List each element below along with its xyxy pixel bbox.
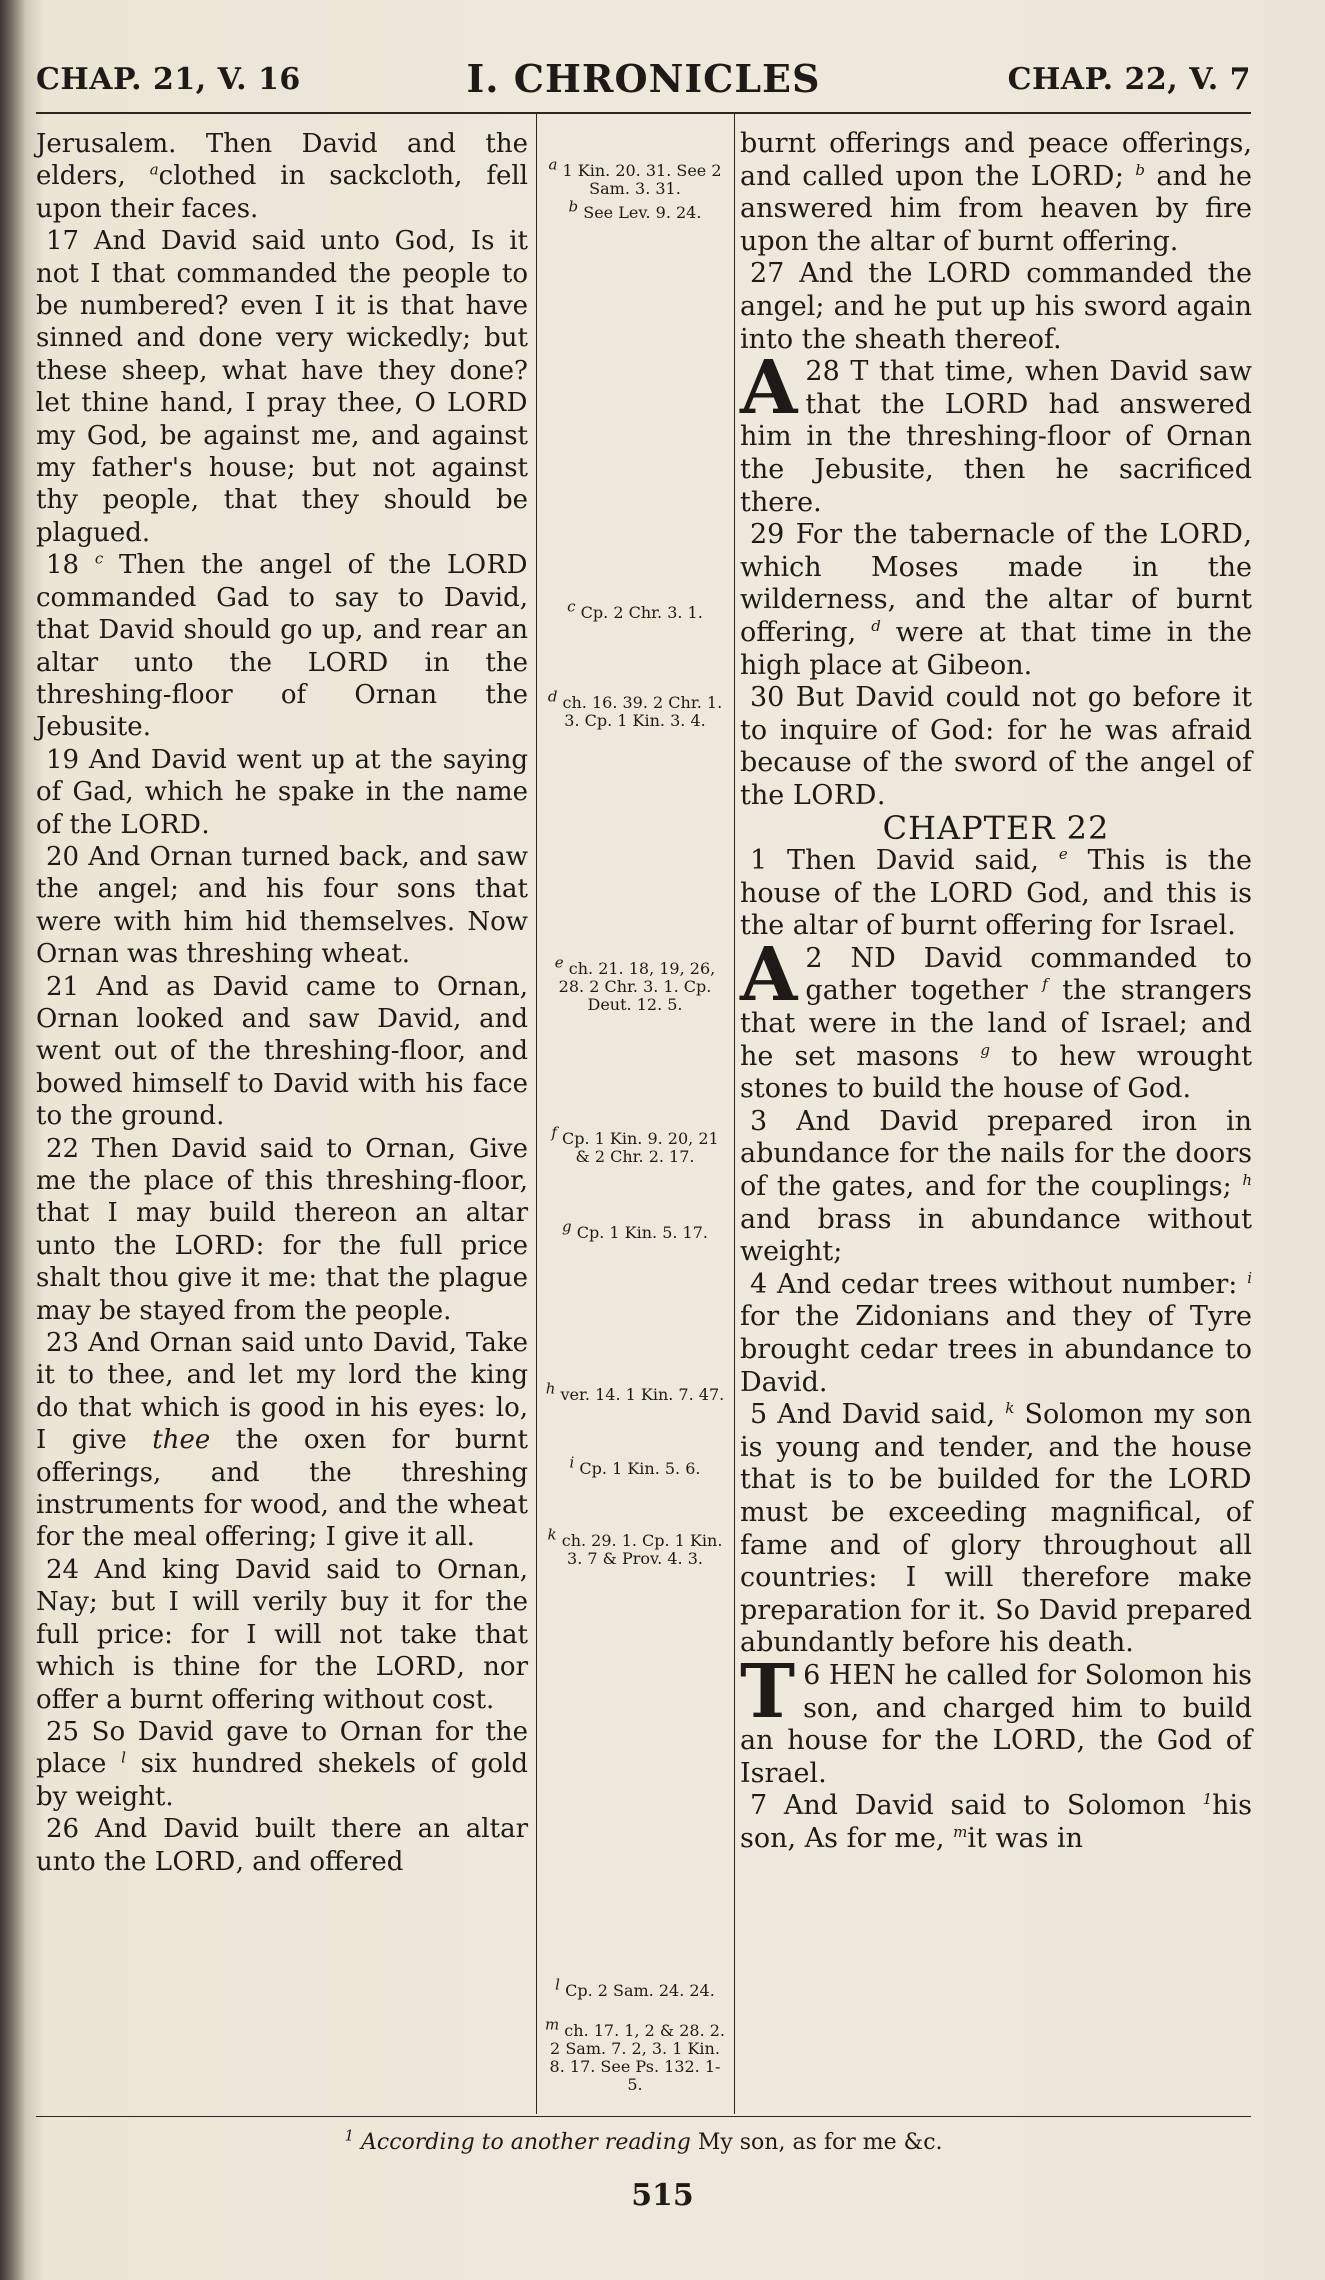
reference-f: f Cp. 1 Kin. 9. 20, 21 & 2 Chr. 2. 17. <box>551 1123 719 1166</box>
verse-20: 20 And Ornan turned back, and saw the angel; and his four sons that were with him hid themselves. Now Ornan was threshing wheat. <box>36 841 528 970</box>
header-left-chapter-verse: CHAP. 21, V. 16 <box>36 62 301 97</box>
right-column-divider <box>734 114 735 2114</box>
drop-cap-a: A <box>740 345 798 432</box>
reference-a: a 1 Kin. 20. 31. See 2 Sam. 3. 31. <box>548 155 722 198</box>
reference-m: m ch. 17. 1, 2 & 28. 2. 2 Sam. 7. 2, 3. 1 Kin. 8. 17. See Ps. 132. 1-5. <box>544 2015 726 2094</box>
verse-26: 26 And David built there an altar unto the LORD, and offered <box>36 1814 528 1877</box>
reference-i: i Cp. 1 Kin. 5. 6. <box>569 1453 701 1478</box>
verse-24: 24 And king David said to Ornan, Nay; but I will verily buy it for the full price: for I will not take that which is thine for the LORD, nor offer a burnt offering without cost. <box>36 1554 528 1715</box>
footnote-italic: According to another reading <box>361 2130 691 2155</box>
page-number: 515 <box>631 2178 694 2213</box>
drop-cap-a-2: A <box>740 931 798 1018</box>
verse-30: 30 But David could not go before it to inquire of God: for he was afraid because of the sword of the angel of the LORD. <box>740 682 1252 811</box>
footnote-text: My son, as for me &c. <box>690 2130 943 2155</box>
reference-h: h ver. 14. 1 Kin. 7. 47. <box>545 1379 725 1404</box>
verse-21: 21 And as David came to Ornan, Ornan looked and saw David, and went out of the threshing-floor, and bowed himself to David with his face to the ground. <box>36 971 528 1132</box>
reference-g: g Cp. 1 Kin. 5. 17. <box>562 1217 708 1242</box>
verse-27: 27 And the LORD commanded the angel; and he put up his sword again into the sheath thereof. <box>740 258 1253 355</box>
drop-cap-t: T <box>740 1648 796 1735</box>
page-header <box>36 56 1251 108</box>
left-text-column <box>36 128 528 1878</box>
verse-19: 19 And David went up at the saying of Gad, which he spake in the name of the LORD. <box>36 744 528 840</box>
reference-b: b See Lev. 9. 24. <box>568 197 702 222</box>
footnote <box>36 2126 1251 2155</box>
reference-k: k ch. 29. 1. Cp. 1 Kin. 3. 7 & Prov. 4. 3. <box>547 1525 723 1568</box>
chapter-22-heading: CHAPTER 22 <box>882 809 1110 848</box>
chapter-22-verse-1: 1 Then David said, $^e$ This is the house of the LORD God, and this is the altar of burnt offering for Israel. <box>740 845 1252 942</box>
verse-29: 29 For the tabernacle of the LORD, which Moses made in the wilderness, and the altar of burnt offering, $^d$ were at that time in the high place at Gibeon. <box>740 519 1252 681</box>
header-rule <box>36 112 1251 114</box>
reference-d: d ch. 16. 39. 2 Chr. 1. 3. Cp. 1 Kin. 3. 4. <box>547 687 723 730</box>
verse-23: 23 And Ornan said unto David, Take it to thee, and let my lord the king do that which is good in his eyes: lo, I give thee the oxen for burnt offerings, and the threshing instruments for wood, and the wheat for the meal offering; I give it all. <box>36 1328 528 1553</box>
footnote-rule <box>36 2116 1251 2117</box>
chapter-22-verse-5: 5 And David said, $^k$ Solomon my son is young and tender, and the house that is to be builded for the LORD must be exceeding magnifical, of fame and of glory throughout all countries: I will therefore make preparation for it. So David prepared abundantly before his death. <box>740 1399 1252 1659</box>
verse-17: 17 And David said unto God, Is it not I that commanded the people to be numbered? even I it is that have sinned and done very wickedly; but these sheep, what have they done? let thine hand, I pray thee, O LORD my God, be against me, and against my father's house; but not against thy people, that they should be plagued. <box>36 226 528 548</box>
verse-18: 18 $^c$ Then the angel of the LORD commanded Gad to say to David, that David should go up, and rear an altar unto the LORD in the threshing-floor of Ornan the Jebusite. <box>36 549 528 743</box>
chapter-22-verse-2: 2 A ND David commanded to gather together $^f$ the strangers that were in the land of Israel; and he set masons $^g$ to hew wrought stones to build the house of God. <box>740 931 1252 1105</box>
verse-25: 25 So David gave to Ornan for the place $^l$ six hundred shekels of gold by weight. <box>36 1716 528 1812</box>
left-column-divider <box>536 114 537 2114</box>
chapter-22-verse-6: 6 T HEN he called for Solomon his son, and charged him to build an house for the LORD, the God of Israel. <box>740 1648 1253 1789</box>
reference-c: c Cp. 2 Chr. 3. 1. <box>567 597 703 622</box>
footnote-mark: 1 <box>344 2126 354 2145</box>
chapter-22-verse-3: 3 And David prepared iron in abundance for the nails for the doors of the gates, and for the couplings; $^h$ and brass in abundance without weight; <box>740 1105 1252 1268</box>
right-text-column <box>740 128 1252 1855</box>
verse-26-continuation: burnt offerings and peace offerings, and called upon the LORD; $^b$ and he answered him from heaven by fire upon the altar of burnt offering. <box>740 128 1252 257</box>
reference-l: l Cp. 2 Sam. 24. 24. <box>555 1975 715 2000</box>
verse-22: 22 Then David said to Ornan, Give me the place of this threshing-floor, that I may build thereon an altar unto the LORD: for the full price shalt thou give it me: that the plague may be stayed from the people. <box>36 1133 528 1326</box>
header-right-chapter-verse: CHAP. 22, V. 7 <box>1007 62 1251 97</box>
chapter-22-verse-4: 4 And cedar trees without number: $^i$ for the Zidonians and they of Tyre brought cedar trees in abundance to David. <box>740 1268 1252 1398</box>
verse-28: 28 A T that time, when David saw that the LORD had answered him in the threshing-floor of Ornan the Jebusite, then he sacrificed there. <box>740 345 1252 518</box>
header-book-title: I. CHRONICLES <box>466 56 821 101</box>
chapter-22-verse-7: 7 And David said to Solomon $^1$his son, As for me, $^m$it was in <box>740 1790 1252 1854</box>
reference-e: e ch. 21. 18, 19, 26, 28. 2 Chr. 3. 1. Cp. Deut. 12. 5. <box>554 953 716 1014</box>
verse-16-continuation: Jerusalem. Then David and the elders, $^a$clothed in sackcloth, fell upon their faces. <box>36 129 528 224</box>
